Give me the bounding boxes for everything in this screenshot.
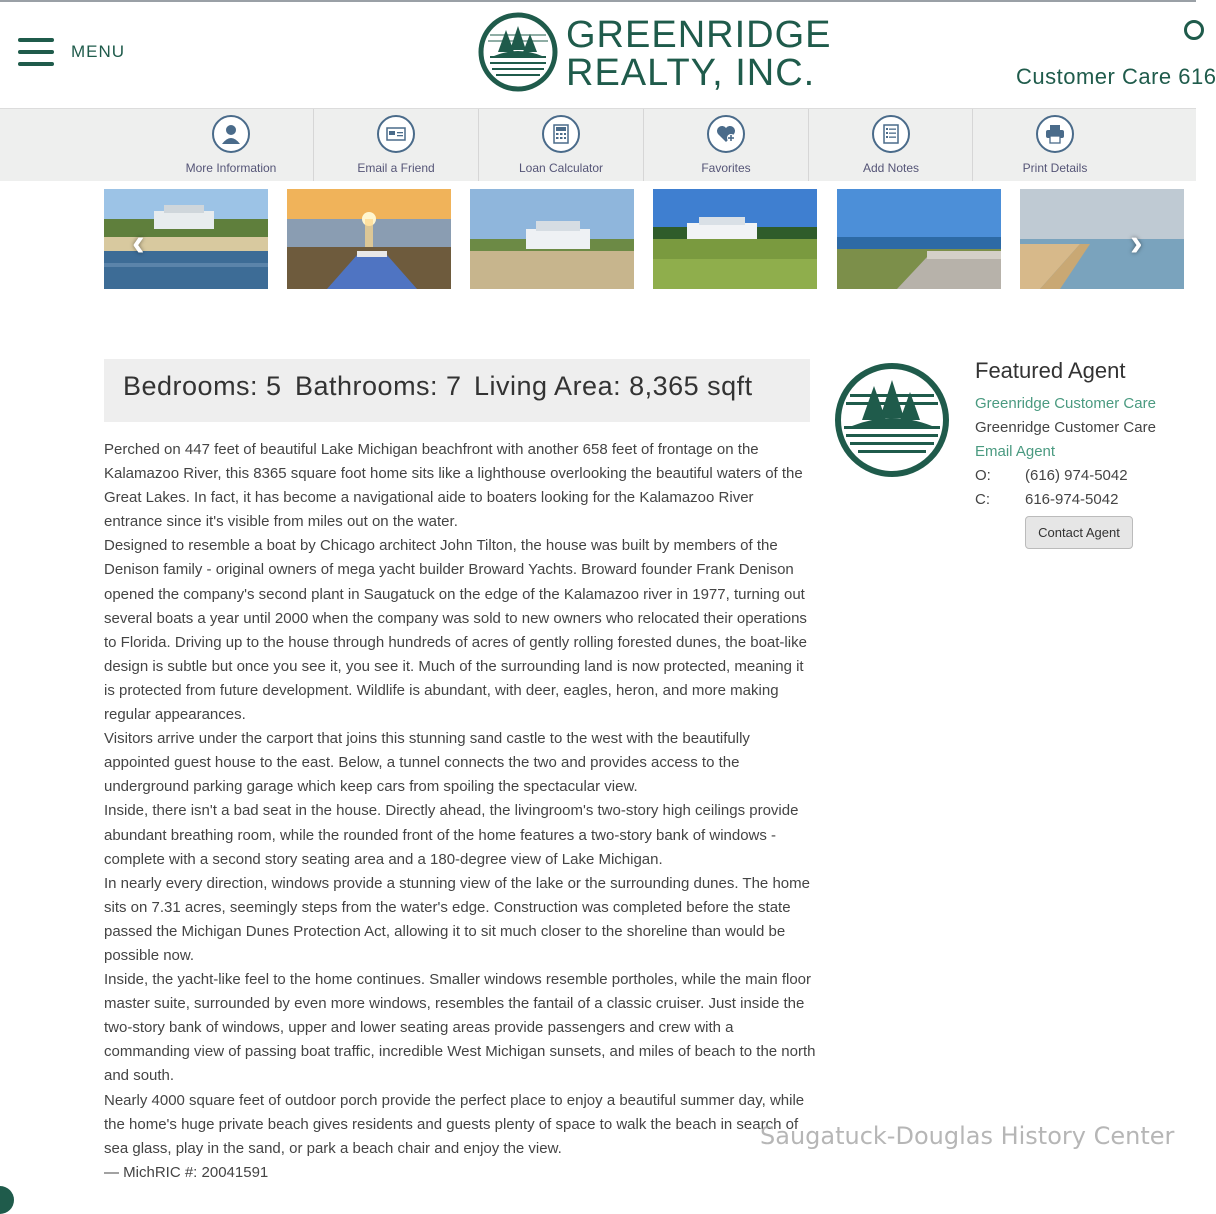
property-stats (104, 359, 810, 422)
tool-label: More Information (185, 161, 277, 175)
description-paragraph: Nearly 4000 square feet of outdoor porch provide the perfect place to enjoy a beautiful summer day, while the home's huge private beach gives residents and guests plenty of space to walk the beach in search of sea glass, play in the sand, or park a beach chair and enjoy the view. (104, 1091, 805, 1157)
brand-line1: GREENRIDGE (566, 14, 832, 56)
description-paragraph: Designed to resemble a boat by Chicago architect John Tilton, the house was built by members of the Denison family - original owners of mega yacht builder Broward Yachts. Broward founder Frank Denison opened the company's second plant in Saugatuck on the edge of the Kalamazoo river in 1977, turning out several boats a year until 2000 when the company was sold to new owners who relocated their operations to Florida. Driving up to the house through hundreds of acres of gently rolling forested dunes, the boat-like design is subtle but once you see it, you see it. Much of the surrounding land is now protected, meaning it is protected from future development. Wildlife is abundant, with deer, eagles, heron, and more making regular appearances. (104, 537, 807, 724)
email-agent-link[interactable]: Email Agent (975, 443, 1056, 460)
office-phone-row (975, 464, 1195, 488)
photo-house-from-river[interactable] (104, 189, 268, 289)
search-icon[interactable] (1184, 20, 1204, 40)
cell-phone-row (975, 488, 1195, 512)
customer-care-phone[interactable]: Customer Care 616 (1016, 64, 1216, 89)
agent-logo-icon (834, 362, 950, 478)
menu-label[interactable]: MENU (71, 42, 126, 61)
notes-icon (880, 123, 902, 145)
contact-agent-button[interactable]: Contact Agent (1025, 516, 1133, 549)
photo-deck-lake-view[interactable] (837, 189, 1001, 289)
featured-agent-heading: Featured Agent (975, 358, 1126, 383)
site-header (0, 2, 1216, 108)
tool-label: Loan Calculator (518, 161, 604, 175)
tool-label: Favorites (701, 161, 751, 175)
office-phone[interactable]: (616) 974-5042 (1025, 467, 1128, 484)
brand-logo[interactable] (478, 12, 832, 96)
loan-calculator-button[interactable] (478, 109, 643, 181)
calculator-icon (550, 123, 572, 145)
agent-name: Greenridge Customer Care (975, 419, 1156, 436)
hamburger-menu-icon[interactable] (18, 38, 54, 66)
mls-number: — MichRIC #: 20041591 (104, 1163, 269, 1181)
corner-badge-icon[interactable] (0, 1186, 14, 1214)
bathrooms-stat: Bathrooms: 7 (295, 371, 462, 401)
photo-beach-shoreline[interactable] (1020, 189, 1184, 289)
tool-label: Print Details (1022, 161, 1088, 175)
description-paragraph: Inside, there isn't a bad seat in the house. Directly ahead, the livingroom's two-story high ceilings provide abundant breathing room, while the rounded front of the home features a two-story bank of windows - complete with a second story seating area and a 180-degree view of Lake Michigan. (104, 802, 799, 868)
email-card-icon (385, 123, 407, 145)
printer-icon (1044, 123, 1066, 145)
cell-label: C: (975, 491, 990, 508)
carousel-prev-arrow-icon[interactable]: ‹ (132, 222, 145, 264)
agent-name-link[interactable]: Greenridge Customer Care (975, 395, 1156, 412)
photo-house-dunes[interactable] (470, 189, 634, 289)
featured-agent-panel (975, 358, 1195, 512)
logo-trees-icon (478, 12, 558, 92)
carousel-next-arrow-icon[interactable]: › (1130, 222, 1143, 264)
photo-carousel (0, 186, 1196, 292)
print-details-button[interactable] (972, 109, 1137, 181)
watermark: Saugatuck-Douglas History Center (760, 1122, 1175, 1150)
living-area-stat: Living Area: 8,365 sqft (474, 371, 753, 401)
photo-sunset-aerial[interactable] (287, 189, 451, 289)
description-paragraph: Inside, the yacht-like feel to the home continues. Smaller windows resemble portholes, while the main floor master suite, surrounded by even more windows, resembles the fantail of a classic cruiser. Just inside the two-story bank of windows, upper and lower seating areas provide passengers and crew with a commanding view of passing boat traffic, incredible West Michigan sunsets, and miles of beach to the north and south. (104, 971, 816, 1085)
email-friend-button[interactable] (313, 109, 478, 181)
tool-label: Email a Friend (357, 161, 435, 175)
listing-toolbar (0, 108, 1196, 181)
person-icon (220, 123, 242, 145)
bedrooms-stat: Bedrooms: 5 (123, 371, 282, 401)
description-paragraph: Visitors arrive under the carport that joins this stunning sand castle to the west with the beautifully appointed guest house to the east. Below, a tunnel connects the two and provides access to the underground parking garage which keep cars from spoiling the spectacular view. (104, 730, 750, 796)
brand-name (566, 16, 831, 92)
favorites-button[interactable] (643, 109, 808, 181)
cell-phone[interactable]: 616-974-5042 (1025, 491, 1119, 508)
heart-plus-icon (715, 123, 737, 145)
brand-line2: REALTY, INC. (566, 52, 816, 94)
more-information-button[interactable] (149, 109, 313, 181)
description-paragraph: In nearly every direction, windows provide a stunning view of the lake or the surrounding dunes. The home sits on 7.31 acres, seemingly steps from the water's edge. Construction was completed before the state passed the Michigan Dunes Protection Act, allowing it to sit much closer to the shoreline than would be possible now. (104, 874, 810, 964)
photo-house-grass[interactable] (653, 189, 817, 289)
office-label: O: (975, 467, 991, 484)
add-notes-button[interactable] (808, 109, 973, 181)
tool-label: Add Notes (862, 161, 920, 175)
property-description (104, 438, 816, 1185)
description-paragraph: Perched on 447 feet of beautiful Lake Michigan beachfront with another 658 feet of frontage on the Kalamazoo River, this 8365 square foot home sits like a lighthouse overlooking the beautiful waters of the Great Lakes. In fact, it has become a navigational aide to boaters looking for the Kalamazoo River entrance since it's visible from miles out on the water. (104, 441, 803, 531)
